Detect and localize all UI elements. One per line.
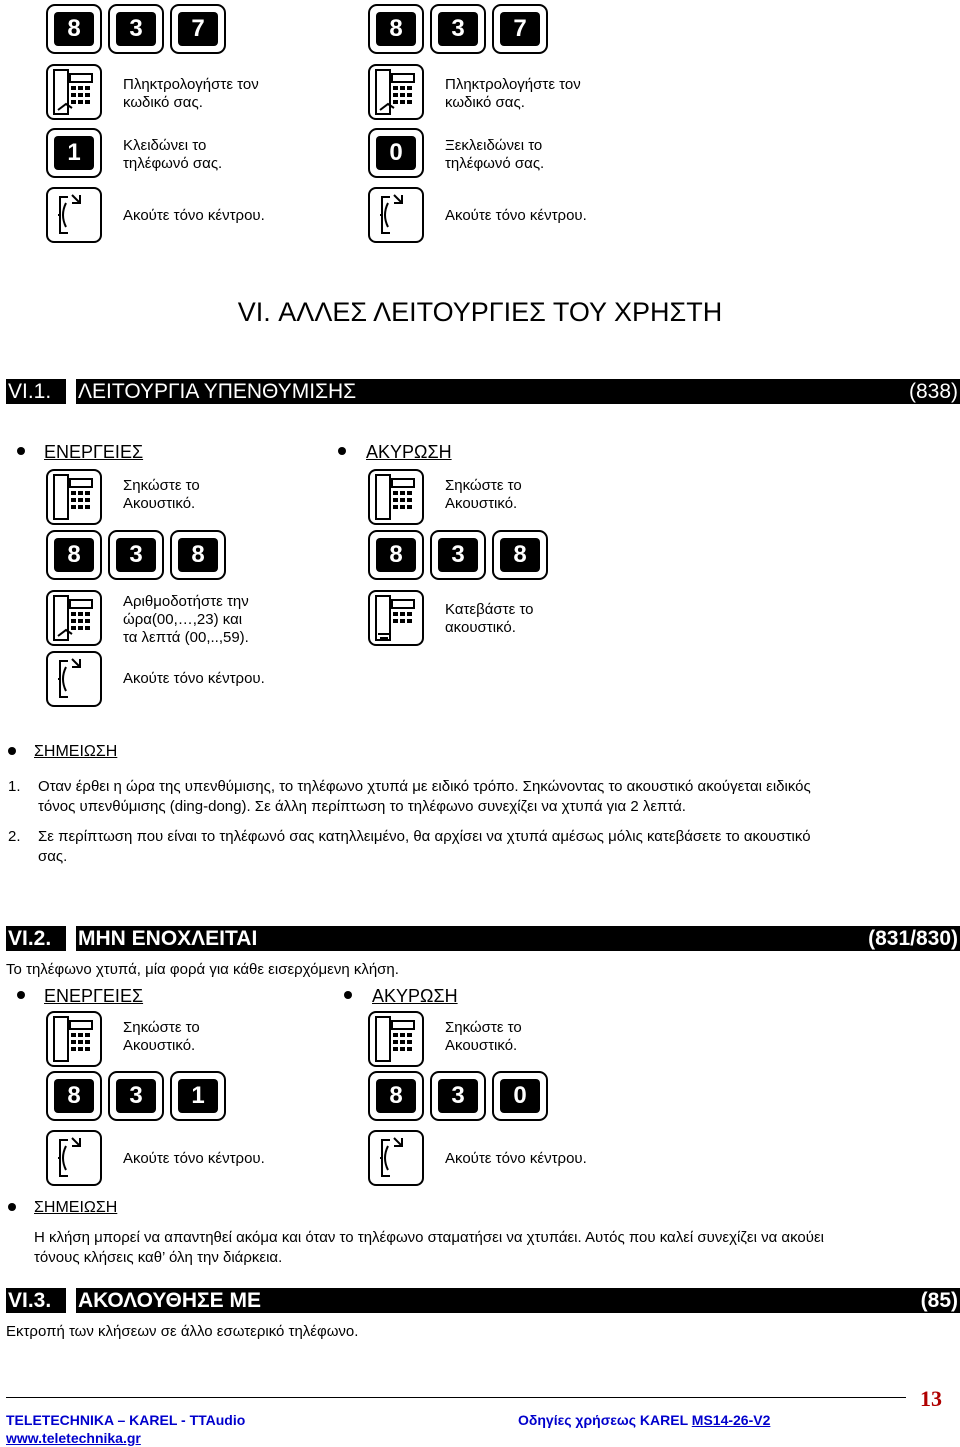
step-text: Κατεβάστε το ακουστικό.	[445, 601, 534, 636]
section-number: VI.1.	[6, 379, 66, 404]
note-text: Η κλήση μπορεί να απαντηθεί ακόμα και όταν το τηλέφωνο σταματήσει να χτυπάει. Αυτός που καλεί συνεχίζει να ακούει τόνους κλήσεις καθ’ όλη την διάρκεια.	[34, 1229, 824, 1266]
bullet	[344, 991, 352, 999]
step-text: Ξεκλειδώνει το τηλέφωνό σας.	[445, 137, 545, 172]
section-title: ΜΗΝ ΕΝΟΧΛΕΙΤΑΙ (831/830)	[78, 927, 958, 950]
section-code: (831/830)	[868, 927, 958, 950]
step-text: Ακούτε τόνο κέντρου.	[123, 207, 265, 224]
cancel-heading: ΑΚΥΡΩΣΗ	[372, 986, 458, 1006]
section-title: ΑΚΟΛΟΥΘΗΣΕ ΜΕ (85)	[78, 1289, 958, 1312]
key-3: 3	[108, 530, 164, 580]
step-text: Πληκτρολογήστε τον κωδικό σας.	[445, 76, 581, 111]
footer-model-link[interactable]: MS14-26-V2	[691, 1412, 771, 1428]
phone-keypad-icon	[46, 469, 102, 525]
footer-guide: Οδηγίες χρήσεως KAREL MS14-26-V2	[518, 1412, 771, 1428]
handset-icon	[46, 187, 102, 243]
section-intro: Το τηλέφωνο χτυπά, μία φορά για κάθε εισερχόμενη κλήση.	[6, 961, 399, 978]
step-text: Ακούτε τόνο κέντρου.	[445, 1150, 587, 1167]
cancel-heading: ΑΚΥΡΩΣΗ	[366, 442, 452, 462]
key-8: 8	[46, 530, 102, 580]
key-8: 8	[368, 1071, 424, 1121]
key-3: 3	[430, 1071, 486, 1121]
handset-icon	[368, 187, 424, 243]
note-heading: ΣΗΜΕΙΩΣΗ	[34, 1199, 118, 1216]
actions-heading: ΕΝΕΡΓΕΙΕΣ	[44, 986, 144, 1006]
phone-keypad-icon	[46, 590, 102, 646]
handset-icon	[368, 1130, 424, 1186]
phone-hangup-icon	[368, 590, 424, 646]
key-1: 1	[170, 1071, 226, 1121]
key-8: 8	[46, 4, 102, 54]
key-3: 3	[430, 4, 486, 54]
chapter-title: VI. ΑΛΛΕΣ ΛΕΙΤΟΥΡΓΙΕΣ ΤΟΥ ΧΡΗΣΤΗ	[237, 297, 723, 327]
step-text: Σηκώστε το Ακουστικό.	[445, 477, 522, 512]
handset-icon	[46, 651, 102, 707]
key-8: 8	[170, 530, 226, 580]
key-0: 0	[492, 1071, 548, 1121]
note-number: 1.	[8, 778, 21, 795]
key-1: 1	[46, 128, 102, 178]
section-code: (838)	[908, 380, 958, 403]
phone-keypad-icon	[46, 64, 102, 120]
key-8: 8	[46, 1071, 102, 1121]
phone-keypad-icon	[368, 469, 424, 525]
bullet	[338, 447, 346, 455]
bullet	[17, 991, 25, 999]
bullet	[17, 447, 25, 455]
handset-icon	[46, 1130, 102, 1186]
section-intro: Εκτροπή των κλήσεων σε άλλο εσωτερικό τηλέφωνο.	[6, 1323, 359, 1340]
step-text: Σηκώστε το Ακουστικό.	[445, 1019, 522, 1054]
footer-company: TELETECHNIKA – KAREL - TTAudio	[6, 1412, 246, 1428]
step-text: Ακούτε τόνο κέντρου.	[445, 207, 587, 224]
key-7: 7	[492, 4, 548, 54]
note-number: 2.	[8, 828, 21, 845]
phone-keypad-icon	[46, 1011, 102, 1067]
note-text: Οταν έρθει η ώρα της υπενθύμισης, το τηλέφωνο χτυπά με ειδικό τρόπο. Σηκώνοντας το ακουστικό ακούγεται ειδικός τόνος υπενθύμισης (ding-dong). Σε άλλη περίπτωση το τηλέφωνο συνεχίζει να χτυπά για 2 λεπτά.	[38, 778, 811, 815]
note-heading: ΣΗΜΕΙΩΣΗ	[34, 743, 118, 760]
step-text: Ακούτε τόνο κέντρου.	[123, 1150, 265, 1167]
key-0: 0	[368, 128, 424, 178]
phone-keypad-icon	[368, 64, 424, 120]
footer-rule	[6, 1397, 906, 1398]
step-text: Σηκώστε το Ακουστικό.	[123, 477, 200, 512]
key-3: 3	[108, 1071, 164, 1121]
bullet	[8, 1203, 16, 1211]
step-text: Σηκώστε το Ακουστικό.	[123, 1019, 200, 1054]
phone-keypad-icon	[368, 1011, 424, 1067]
page-number: 13	[920, 1386, 942, 1411]
key-8: 8	[368, 530, 424, 580]
key-3: 3	[108, 4, 164, 54]
section-number: VI.3.	[6, 1288, 66, 1313]
step-text: Ακούτε τόνο κέντρου.	[123, 670, 265, 687]
note-text: Σε περίπτωση που είναι το τηλέφωνό σας κατηλλειμένο, θα αρχίσει να χτυπά αμέσως μόλις κατεβάσετε το ακουστικό σας.	[38, 828, 811, 865]
section-code: (85)	[920, 1289, 958, 1312]
section-number: VI.2.	[6, 926, 66, 951]
step-text: Αριθμοδοτήστε την ώρα(00,…,23) και τα λεπτά (00,..,59).	[123, 593, 249, 646]
actions-heading: ΕΝΕΡΓΕΙΕΣ	[44, 442, 144, 462]
section-title: ΛΕΙΤΟΥΡΓΙΑ ΥΠΕΝΘΥΜΙΣΗΣ (838)	[78, 380, 958, 403]
key-3: 3	[430, 530, 486, 580]
bullet	[8, 747, 16, 755]
key-7: 7	[170, 4, 226, 54]
step-text: Κλειδώνει το τηλέφωνό σας.	[123, 137, 223, 172]
key-8: 8	[368, 4, 424, 54]
footer-website-link[interactable]: www.teletechnika.gr	[6, 1430, 141, 1446]
key-8: 8	[492, 530, 548, 580]
step-text: Πληκτρολογήστε τον κωδικό σας.	[123, 76, 259, 111]
